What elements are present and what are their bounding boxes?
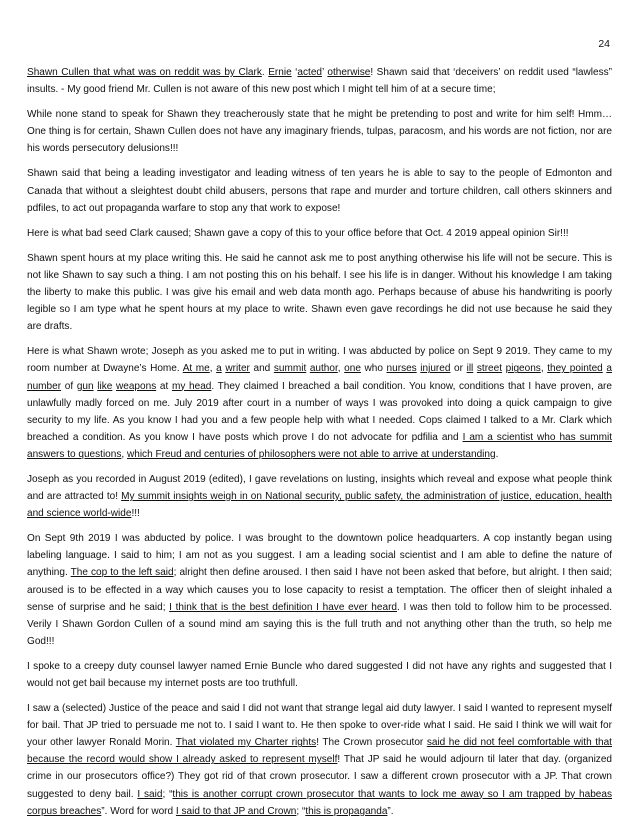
text-run: Joseph as you recorded in August 2019 (edited), I gave revelations on lusting, insights which reveal and expose what people think and are attracted to! [27,473,612,503]
text-run: ! The Crown prosecutor [316,737,427,749]
underlined-text: Shawn Cullen that what was on reddit was by Clark [27,67,262,78]
underlined-text: I think that is the best definition I have ever heard [169,601,398,613]
text-run: and [249,363,274,375]
paragraph [27,64,612,98]
text-run: . [495,448,499,460]
text-run: ‘ [291,67,298,78]
underlined-text: I said [137,788,163,800]
paragraph [27,700,612,820]
text-run: . [261,67,269,78]
underlined-text: That violated my Charter rights [175,737,317,749]
text-run: ; “ [296,805,306,817]
text-run: who [360,363,387,375]
text-run: , [540,363,548,375]
paragraph [27,225,612,242]
underlined-text: street [476,363,503,375]
text-run: On Sept 9th 2019 I was abducted by police. I was brought to the downtown police headquarters. A cop instantly began using labeling language. I said to him; I am not as you suggest. I am a leading social scientist and I am able to define the nature of anything. [27,533,612,579]
text-run: !!! [131,508,140,520]
text-run: Here is what Shawn wrote; Joseph as you asked me to put in writing. I was abducted by police on Sept 9 2019. They came to my room number at Dwayne’s Home. [27,346,612,375]
underlined-text: I am a scientist who has summit answers to questions [27,431,612,460]
underlined-text: they pointed [547,363,603,375]
underlined-text: weapons [116,380,157,392]
underlined-text: number [27,380,62,392]
underlined-text: a [216,363,222,375]
underlined-text: Ernie [268,67,292,78]
underlined-text: ill [466,363,474,375]
text-run: While none stand to speak for Shawn they treacherously state that he might be pretending to post and write for him self! Hmm… One thing is for certain, Shawn Cullen does not have any imaginary friends, tulpas, paracosm, and his words are not fiction, nor are his words persecutory delusions!!! [27,109,612,155]
underlined-text: I said to that JP and Crown [175,805,297,817]
text-run: or [450,363,467,375]
underlined-text: like [97,380,113,392]
underlined-text: writer [225,363,250,375]
underlined-text: pigeons [505,363,541,375]
text-run: ! Shawn said that ‘deceivers’ on reddit used “lawless” insults. - My good friend Mr. Cullen is not aware of this new post which I might tell him of at a secure time; [27,67,612,96]
underlined-text: one [344,363,361,375]
text-run: of [61,380,77,392]
underlined-text: said he did not feel comfortable with that because the record would show I already asked to represent myself [27,737,612,766]
underlined-text: which Freud and centuries of philosophers were not able to arrive at understanding [126,448,496,460]
text-run: ”. [387,805,394,817]
underlined-text: The cop to the left said [70,567,174,579]
page-number: 24 [598,38,610,50]
paragraph [27,106,612,157]
text-run: . They claimed I breached a bail condition. You know, conditions that I have proven, are unlawfully madly forced on me. July 2019 after court in a number of ways I was provoked into doing a quick campaign to give security to my life. As you know I had you and a few people help with what I needed. Cops claimed I talked to a Mr. Clark which breached a condition. As you know I have posts which prove I do not advocate for pdfilia and [27,380,612,443]
text-run: ”. Word for word [101,805,176,817]
paragraph [27,530,612,650]
underlined-text: My summit insights weigh in on National security, public safety, the administration of justice, education, health and science world-wide [27,491,612,520]
underlined-text: this is propaganda [305,805,388,817]
document-body [27,64,612,820]
paragraph [27,165,612,216]
paragraph [27,343,612,463]
text-run: , [209,363,217,375]
text-run: at [156,380,172,392]
underlined-text: summit [273,363,307,375]
text-run: Shawn spent hours at my place writing this. He said he cannot ask me to post anything otherwise his life will not be secure. This is not like Shawn to say such a thing. I am not posting this on his behalf. I see his life is in danger. Without his knowledge I am taking the liberty to make this public. I was give his email and web data month ago. Perhaps because of abuse his handwriting is poorly legible so I am type what he spent hours at my place to write. Shawn even gave recordings he did not use because he said they are drafts. [27,252,612,333]
underlined-text: gun [76,380,94,392]
underlined-text: author [309,363,338,375]
underlined-text: nurses [386,363,417,375]
text-run: Shawn said that being a leading investigator and leading witness of ten years he is able to say to the people of Edmonton and Canada that without a sleightest doubt child abusers, persons that rape and murder and torture children, call others skinners and pdfiles, to act out propaganda warfare to stop any that work to expose! [27,168,612,214]
underlined-text: my head [171,380,212,392]
text-run: , [121,448,127,460]
underlined-text: a [606,363,612,375]
text-run: , [337,363,345,375]
underlined-text: this is another corrupt crown prosecutor that wants to lock me away so I am trapped by habeas corpus breaches [27,788,612,817]
text-run: ’ [322,67,328,78]
text-run: ! That JP said he would adjourn til later that day. (organized crime in our prosecutors office?) They got rid of that crown prosecutor. I saw a different crown prosecutor with a JP. That crown suggested to deny bail. [27,754,612,800]
paragraph [27,471,612,522]
text-run: ; alright then define aroused. I then said I have not been asked that before, but alright. I then said; aroused is to be effected in a way which causes you to lose capacity to resist a temptation. The officer then of sleight inhaled a sense of surprise and he said; [27,567,612,613]
paragraph [27,250,612,335]
underlined-text: injured [420,363,451,375]
text-run: ; “ [162,788,173,800]
underlined-text: otherwise [327,67,371,78]
text-run: I spoke to a creepy duty counsel lawyer named Ernie Buncle who dared suggested I did not have any rights and suggested that I would not get bail because my internet posts are too truthfull. [27,660,612,689]
text-run: I saw a (selected) Justice of the peace and said I did not want that strange legal aid duty lawyer. I said I wanted to represent myself for bail. That JP tried to persuade me not to. I said I want to. He then spoke to over-ride what I said. He said I think we will wait for your other lawyer Ronald Morin. [27,703,612,749]
text-run: . I was then told to follow him to be processed. Verily I Shawn Gordon Cullen of a sound mind am saying this is the full truth and not anything other than the truth, so help me God!!! [27,601,612,647]
underlined-text: At me [182,363,210,375]
text-run: Here is what bad seed Clark caused; Shawn gave a copy of this to your office before that Oct. 4 2019 appeal opinion Sir!!! [27,227,569,239]
paragraph [27,658,612,692]
underlined-text: acted [297,67,322,78]
